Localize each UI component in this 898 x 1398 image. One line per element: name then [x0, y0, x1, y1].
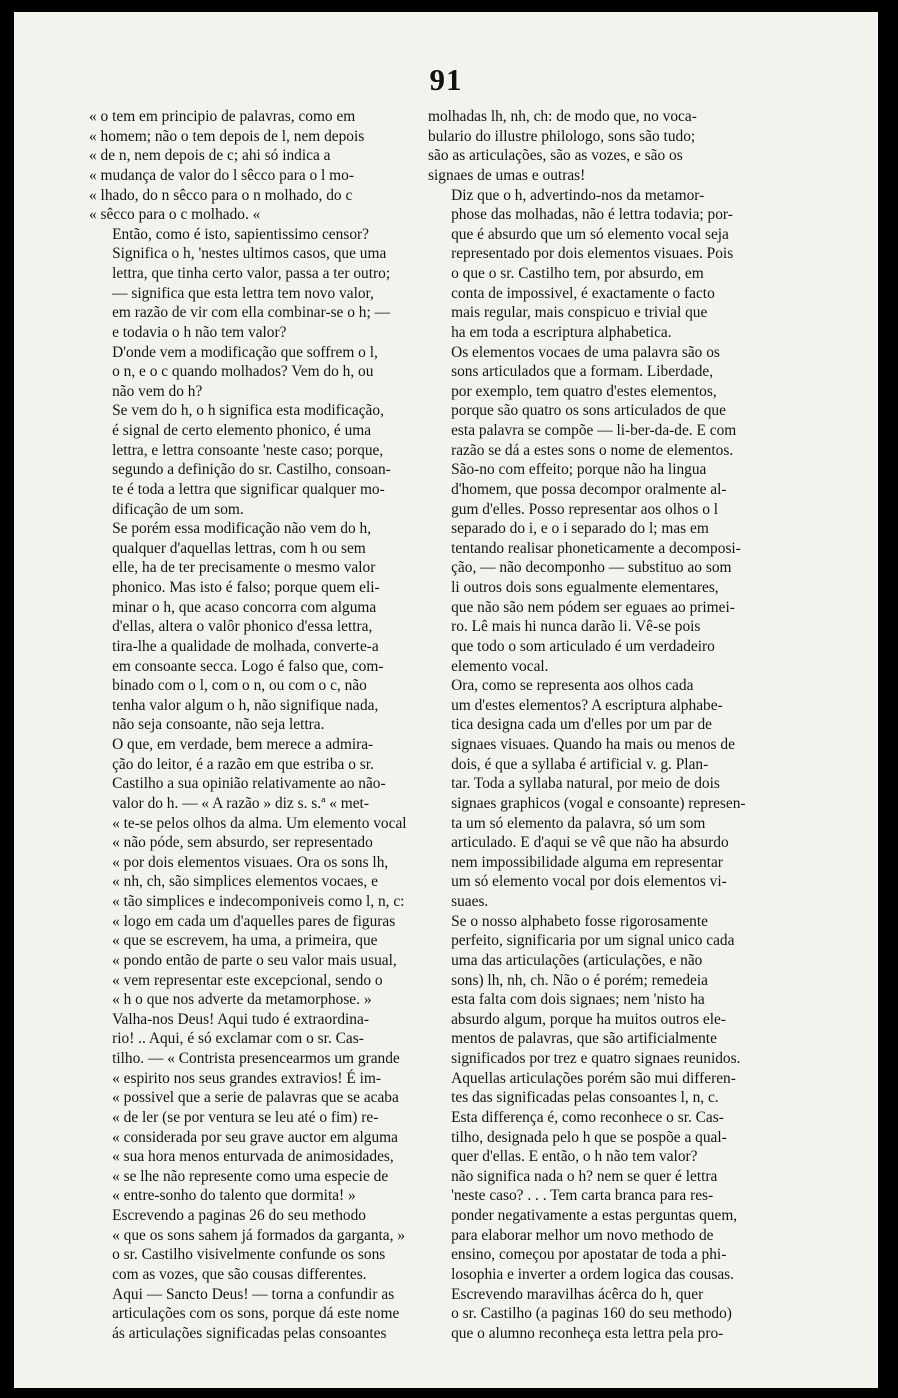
text-line: ás articulações significadas pelas consoantes [112, 1324, 387, 1342]
paragraph [428, 1285, 755, 1344]
text-line: « de ler (se por ventura se leu até o fim) re- [112, 1108, 379, 1126]
text-line: Se o nosso alphabeto fosse rigorosamente [451, 912, 708, 930]
text-line: segundo a definição do sr. Castilho, consoan- [112, 461, 391, 479]
text-line: Ora, como se representa aos olhos cada [451, 677, 694, 695]
text-line: razão se dá a estes sons o nome de elementos. [451, 441, 734, 459]
paragraph [428, 107, 755, 186]
text-line: signaes de umas e outras! [428, 166, 586, 184]
text-line: Aqui — Sancto Deus! — torna a confundir as [112, 1285, 395, 1303]
text-line: uma das articulações (articulações, e não [451, 951, 703, 969]
text-line: mais regular, mais conspicuo e trivial que [451, 304, 708, 322]
text-line: tica designa cada um d'elles por um par de [451, 716, 712, 734]
text-line: o n, e o c quando molhados? Vem do h, ou [112, 363, 374, 381]
text-line: 'neste caso? . . . Tem carta branca para res- [451, 1187, 714, 1205]
text-line: Valha-nos Deus! Aqui tudo é extraordina- [112, 1010, 369, 1028]
text-line: representado por dois elementos visuaes. Pois [451, 245, 734, 263]
text-line: d'ellas, altera o valôr phonico d'essa lettra, [112, 618, 373, 636]
text-line: não vem do h? [112, 382, 203, 400]
text-line: « sêcco para o c molhado. « [89, 206, 261, 224]
text-line: Se porém essa modificação não vem do h, [112, 520, 372, 538]
text-line: tenha valor algum o h, não signifique nada, [112, 696, 379, 714]
text-line: li outros dois sons egualmente elementares, [451, 579, 719, 596]
text-line: D'onde vem a modificação que soffrem o l, [112, 343, 378, 361]
paragraph [89, 107, 419, 225]
text-line: nem impossibilidade alguma em representar [451, 853, 723, 871]
paragraph [89, 343, 419, 402]
text-line: porque são quatro os sons articulados de que [451, 402, 726, 420]
text-line: te é toda a lettra que significar qualquer mo- [112, 480, 385, 498]
paragraph [89, 1010, 419, 1206]
text-line: « o tem em principio de palavras, como em [89, 108, 356, 125]
text-line: « que se escrevem, ha uma, a primeira, que [112, 932, 378, 950]
text-line: qualquer d'aquellas lettras, com h ou sem [112, 539, 366, 557]
text-line: tilho, designada pelo h que se pospõe a qual- [451, 1128, 727, 1146]
paragraph [428, 186, 755, 343]
text-line: que não são nem pódem ser eguaes ao primei- [451, 598, 735, 616]
text-line: ro. Lê mais hi nunca darão li. Vê-se pois [451, 618, 701, 636]
right-column [428, 107, 755, 1343]
left-column [89, 107, 419, 1343]
text-line: dois, é que a syllaba é artificial v. g. Plan- [451, 755, 709, 773]
text-line: é signal de certo elemento phonico, é uma [112, 422, 372, 439]
text-line: dificação de um som. [112, 500, 244, 518]
text-line: ta um só elemento da palavra, só um som [451, 814, 706, 832]
text-line: tilho. — « Contrista presencearmos um grande [112, 1050, 400, 1067]
text-line: separado do i, e o i separado do l; mas em [451, 520, 709, 538]
text-line: ensino, começou por apostatar de toda a phi- [451, 1246, 727, 1264]
text-line: — significa que esta lettra tem novo valor, [112, 284, 374, 302]
text-line: Esta differença é, como reconhece o sr. Cas- [451, 1108, 724, 1126]
text-line: quer d'ellas. E então, o h não tem valor? [451, 1148, 698, 1166]
text-line: gum d'elles. Posso representar aos olhos o l [451, 500, 719, 518]
text-line: rio! .. Aqui, é só exclamar com o sr. Cas- [112, 1030, 364, 1048]
text-line: elemento vocal. [451, 657, 549, 675]
text-line: Escrevendo a paginas 26 do seu methodo [112, 1207, 366, 1224]
text-line: « possivel que a serie de palavras que se acaba [112, 1089, 399, 1107]
text-line: « se lhe não represente como uma especie de [112, 1167, 389, 1185]
text-line: ponder negativamente a estas perguntas quem, [451, 1207, 738, 1224]
text-line: O que, em verdade, bem merece a admira- [112, 736, 374, 753]
text-line: sons articulados que a formam. Liberdade, [451, 363, 714, 381]
page-number: 91 [429, 62, 463, 97]
text-line: São-no com effeito; porque não ha lingua [451, 461, 707, 479]
text-line: ção, — não decomponho — substituo ao som [451, 559, 732, 577]
text-line: « espirito nos seus grandes extravios! É im- [112, 1069, 381, 1087]
text-line: Castilho a sua opinião relativamente ao não- [112, 775, 386, 793]
text-line: d'homem, que possa decompor oralmente al- [451, 480, 727, 498]
text-line: mentos de palavras, que são artificialmente [451, 1030, 717, 1048]
paragraph [89, 735, 419, 1010]
text-line: esta palavra se compõe — li-ber-da-de. E com [451, 422, 737, 439]
text-line: « nh, ch, são simplices elementos vocaes, e [112, 873, 378, 891]
text-line: lettra, e lettra consoante 'neste caso; porque, [112, 441, 384, 459]
text-line: « mudança de valor do l sêcco para o l mo- [89, 166, 354, 184]
text-line: o que o sr. Castilho tem, por absurdo, em [451, 265, 704, 282]
text-line: Significa o h, 'nestes ultimos casos, que uma [112, 245, 387, 263]
text-line: esta falta com dois signaes; nem 'nisto ha [451, 991, 705, 1009]
text-line: signaes graphicos (vogal e consoante) represen- [451, 794, 746, 812]
text-line: sons) lh, nh, ch. Não o é porém; remedeia [451, 971, 708, 989]
text-line: « considerada por seu grave auctor em alguma [112, 1128, 398, 1146]
paragraph [89, 225, 419, 343]
text-line: Aquellas articulações porém são mui differen- [451, 1069, 736, 1087]
text-line: tes das significadas pelas consoantes l, n, c. [451, 1089, 719, 1107]
text-line: Então, como é isto, sapientissimo censor? [112, 225, 369, 243]
text-line: que todo o som articulado é um verdadeiro [451, 637, 715, 655]
text-line: phonico. Mas isto é falso; porque quem eli- [112, 579, 380, 596]
text-line: com as vozes, que são cousas differentes. [112, 1265, 367, 1283]
text-line: « por dois elementos visuaes. Ora os sons lh, [112, 853, 389, 871]
text-line: signaes visuaes. Quando ha mais ou menos de [451, 736, 735, 753]
text-line: um só elemento vocal por dois elementos vi- [451, 873, 727, 891]
text-line: Se vem do h, o h significa esta modificação, [112, 402, 384, 420]
text-line: « lhado, do n sêcco para o n molhado, do c [89, 186, 353, 204]
text-line: que o alumno reconheça esta lettra pela pro- [451, 1324, 724, 1342]
text-line: articulado. E d'aqui se vê que não ha absurdo [451, 834, 729, 852]
text-line: tira-lhe a qualidade de molhada, converte-a [112, 637, 379, 655]
text-line: binado com o l, com o n, ou com o c, não [112, 677, 367, 695]
text-line: não seja consoante, não seja lettra. [112, 716, 325, 734]
text-line: « sua hora menos enturvada de animosidades, [112, 1148, 394, 1166]
text-line: lettra, que tinha certo valor, passa a ter outro; [112, 265, 391, 282]
text-line: ha em toda a escriptura alphabetica. [451, 323, 672, 341]
text-line: « tão simplices e indecomponiveis como l, n, c: [112, 893, 405, 910]
text-line: minar o h, que acaso concorra com alguma [112, 598, 377, 616]
text-line: tar. Toda a syllaba natural, por meio de dois [451, 775, 720, 793]
text-line: significados por trez e quatro signaes reunidos. [451, 1050, 741, 1067]
paragraph [89, 401, 419, 519]
text-line: articulações com os sons, porque dá este nome [112, 1305, 400, 1323]
paragraph [89, 1206, 419, 1343]
text-line: por exemplo, tem quatro d'estes elementos, [451, 382, 717, 400]
text-line: Escrevendo maravilhas ácêrca do h, quer [451, 1285, 704, 1303]
text-line: conta de impossivel, é exactamente o facto [451, 284, 715, 302]
text-line: o sr. Castilho (a paginas 160 do seu methodo) [451, 1305, 732, 1323]
text-line: « de n, nem depois de c; ahi só indica a [89, 147, 331, 165]
text-line: e todavia o h não tem valor? [112, 323, 287, 341]
text-line: tentando realisar phoneticamente a decomposi- [451, 539, 741, 557]
text-line: « te-se pelos olhos da alma. Um elemento vocal [112, 814, 407, 832]
text-line: « homem; não o tem depois de l, nem depois [89, 127, 365, 145]
text-line: « vem representar este excepcional, sendo o [112, 971, 383, 989]
text-line: um d'estes elementos? A escriptura alphabe- [451, 696, 723, 714]
book-page [14, 12, 878, 1388]
text-line: valor do h. — « A razão » diz s. s.ª « met- [112, 794, 369, 812]
paragraph [428, 676, 755, 912]
text-line: « pondo então de parte o seu valor mais usual, [112, 951, 397, 969]
text-line: absurdo algum, porque ha muitos outros ele- [451, 1010, 726, 1028]
text-line: em consoante secca. Logo é falso que, com- [112, 657, 384, 675]
text-line: elle, ha de ter precisamente o mesmo valor [112, 559, 376, 577]
paragraph [428, 343, 755, 677]
text-line: que é absurdo que um só elemento vocal seja [451, 225, 729, 243]
text-line: « logo em cada um d'aquelles pares de figuras [112, 912, 396, 930]
text-line: « que os sons sahem já formados da garganta, » [112, 1226, 406, 1244]
text-line: não significa nada o h? nem se quer é lettra [451, 1167, 718, 1185]
text-line: Diz que o h, advertindo-nos da metamor- [451, 186, 705, 204]
text-line: o sr. Castilho visivelmente confunde os sons [112, 1246, 386, 1264]
text-line: para elaborar melhor um novo methodo de [451, 1226, 714, 1244]
text-line: losophia e inverter a ordem logica das cousas. [451, 1265, 735, 1283]
paragraph [428, 912, 755, 1285]
text-line: em razão de vir com ella combinar-se o h; — [112, 304, 390, 322]
text-line: « h o que nos adverte da metamorphose. » [112, 991, 372, 1009]
text-line: suaes. [451, 893, 489, 910]
text-line: phose das molhadas, não é lettra todavia; por- [451, 206, 733, 224]
text-line: perfeito, significaria por um signal unico cada [451, 932, 735, 950]
text-line: « entre-sonho do talento que dormita! » [112, 1187, 356, 1205]
paragraph [89, 519, 419, 735]
text-line: são as articulações, são as vozes, e são os [428, 147, 683, 165]
text-line: bulario do illustre philologo, sons são tudo; [428, 127, 696, 145]
text-line: « não póde, sem absurdo, ser representado [112, 834, 373, 852]
text-line: Os elementos vocaes de uma palavra são os [451, 343, 720, 361]
text-line: ção do leitor, é a razão em que estriba o sr. [112, 755, 374, 773]
text-line: molhadas lh, nh, ch: de modo que, no voca- [428, 108, 697, 125]
